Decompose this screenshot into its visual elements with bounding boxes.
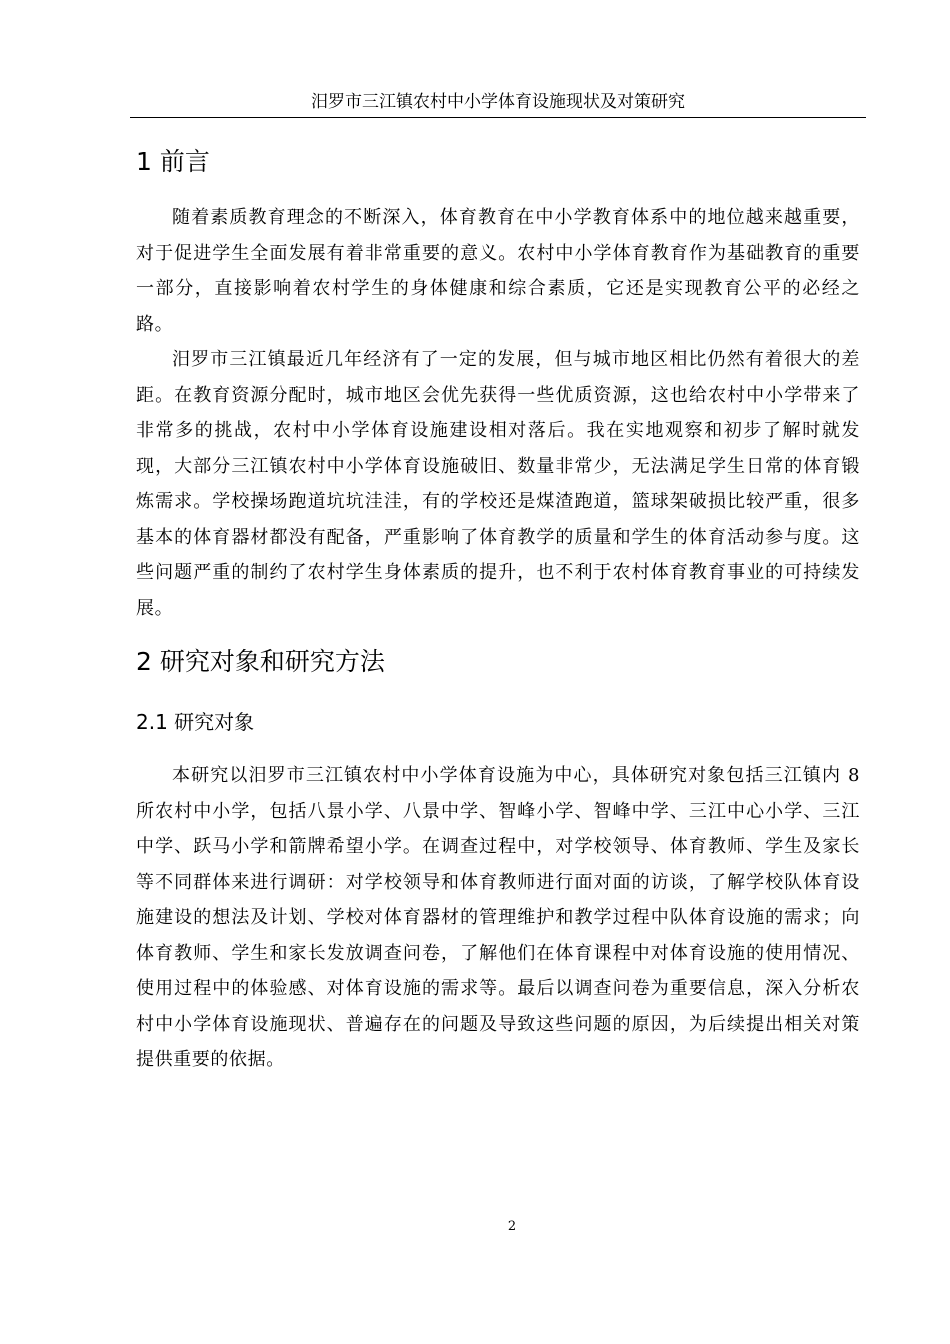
subsection-heading-objects: 2.1 研究对象 xyxy=(136,710,255,734)
spacer xyxy=(136,684,860,704)
spacer xyxy=(136,626,860,640)
paragraph-intro-1: 随着素质教育理念的不断深入，体育教育在中小学教育体系中的地位越来越重要，对于促进学生全面发展有着非常重要的意义。农村中小学体育教育作为基础教育的重要一部分，直接影响着农村学生的身体健康和综合素质，它还是实现教育公平的必经之路。 xyxy=(136,207,860,335)
section-heading-research: 2 研究对象和研究方法 xyxy=(136,647,385,676)
page-number: 2 xyxy=(507,1219,517,1234)
paragraph-research-objects: 本研究以汨罗市三江镇农村中小学体育设施为中心，具体研究对象包括三江镇内 8 所农村中小学，包括八景小学、八景中学、智峰小学、智峰中学、三江中心小学、三江中学、跃马小学和箭牌希望小学。在调查过程中，对学校领导、体育教师、学生及家长等不同群体来进行调研：对学校领导和体育教师进行面对面的访谈，了解学校队体育设施建设的想法及计划、学校对体育器材的管理维护和教学过程中队体育设施的需求；向体育教师、学生和家长发放调查问卷，了解他们在体育课程中对体育设施的使用情况、使用过程中的体验感、对体育设施的需求等。最后以调查问卷为重要信息，深入分析农村中小学体育设施现状、普遍存在的问题及导致这些问题的原因，为后续提出相关对策提供重要的依据。 xyxy=(136,765,860,1070)
section-heading-introduction: 1 前言 xyxy=(136,147,210,176)
running-header: 汨罗市三江镇农村中小学体育设施现状及对策研究 xyxy=(311,92,685,112)
header-rule xyxy=(130,117,866,118)
spacer xyxy=(136,184,860,200)
page-content xyxy=(136,140,860,1078)
spacer xyxy=(136,740,860,758)
paragraph-intro-2: 汨罗市三江镇最近几年经济有了一定的发展，但与城市地区相比仍然有着很大的差距。在教育资源分配时，城市地区会优先获得一些优质资源，这也给农村中小学带来了非常多的挑战，农村中小学体育设施建设相对落后。我在实地观察和初步了解时就发现，大部分三江镇农村中小学体育设施破旧、数量非常少，无法满足学生日常的体育锻炼需求。学校操场跑道坑坑洼洼，有的学校还是煤渣跑道，篮球架破损比较严重，很多基本的体育器材都没有配备，严重影响了体育教学的质量和学生的体育活动参与度。这些问题严重的制约了农村学生身体素质的提升，也不利于农村体育教育事业的可持续发展。 xyxy=(136,349,860,619)
